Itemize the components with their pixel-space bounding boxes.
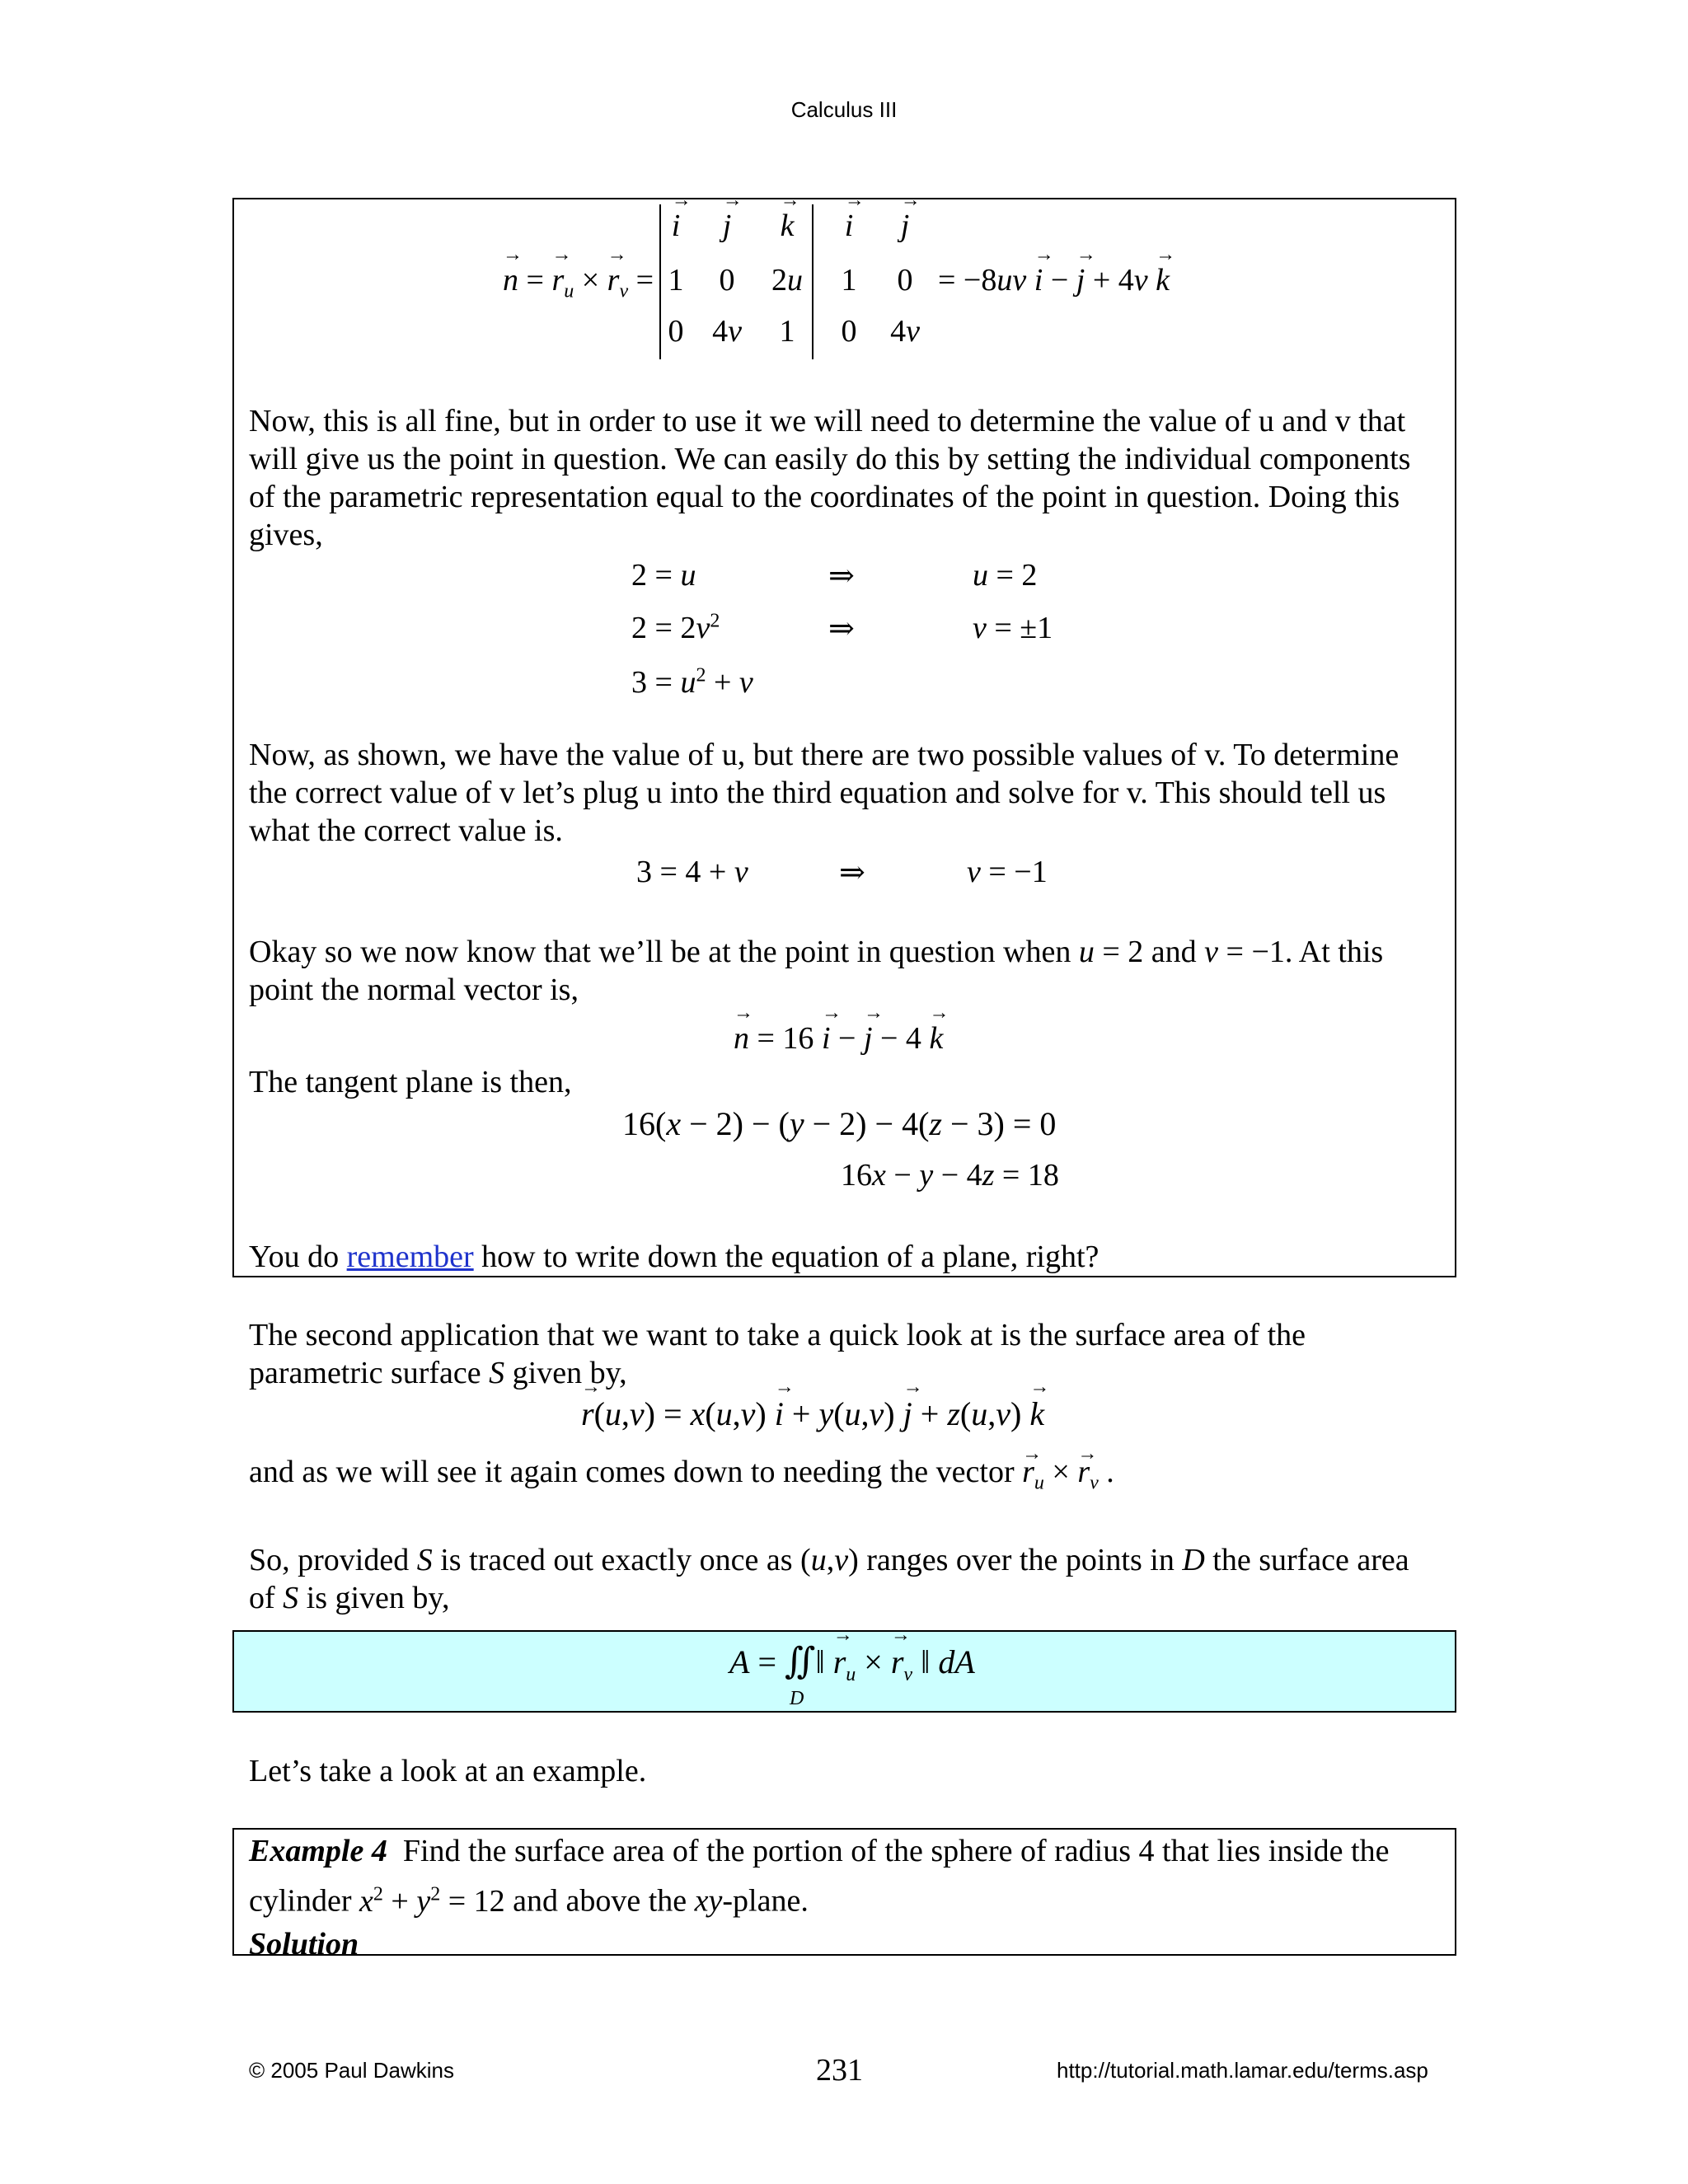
inline-u-value: u = 2 <box>1078 935 1144 969</box>
inline-cross-product: → $r_u$ × → $r_v$ . <box>1022 1455 1114 1489</box>
paragraph-surface-area-intro: The second application that we want to take a quick look at is the surface area of the parametric surface S given by, <box>249 1318 1306 1390</box>
solution-label: Solution <box>249 1926 359 1961</box>
inline-v-value: v = −1 <box>1204 935 1285 969</box>
eq-third-arrow: ⇒ <box>839 855 865 890</box>
example-4-statement: Example 4 Find the surface area of the portion of the sphere of radius 4 that lies inside the cylinder $x^2 + y^2 = 12$ and above the xy-plane. Solution <box>249 1834 1390 1961</box>
surface-equation: → r(u,v) = x(u,v) → i + y(u,v) → j + z(u,v) → k <box>581 1394 1044 1433</box>
determinant-bar-right <box>812 204 814 359</box>
paragraph-point-known: Okay so we now know that we’ll be at the point in question when u = 2 and v = −1. At this point the normal vector is, <box>249 935 1384 1007</box>
det-cell-3-4: 0 <box>841 314 857 349</box>
eq-row-1-arrow: ⇒ <box>828 559 855 593</box>
inline-uv: (u,v) <box>800 1543 859 1577</box>
running-header: Calculus III <box>790 97 898 122</box>
det-cell-2-4: 1 <box>841 263 857 298</box>
paragraph-provided-s: So, provided S is traced out exactly once as (u,v) ranges over the points in D the surface area of S is given by, <box>249 1543 1409 1615</box>
example-label: Example 4 <box>249 1834 387 1868</box>
paragraph-lets-look: Let’s take a look at an example. <box>249 1754 647 1788</box>
paragraph-determine-uv: Now, this is all fine, but in order to use it we will need to determine the value of u and v that will give us the point in question. We can easily do this by setting the individual components of the parametric representation equal to the coordinates of the point in question. Doing this gives, <box>249 404 1411 552</box>
det-cell-1-3: → k <box>762 208 812 244</box>
det-cell-1-1: → i <box>651 208 701 244</box>
paragraph-needing-vector: and as we will see it again comes down to needing the vector → $r_u$ × → $r_v$ . <box>249 1453 1436 1502</box>
eq-row-1-right: u = 2 <box>973 558 1038 593</box>
det-cell-3-1: 0 <box>668 314 684 349</box>
matrix-rhs: = −8uv → i − → j + 4v → k <box>938 262 1170 298</box>
det-cell-2-5: 0 <box>897 263 913 298</box>
det-cell-2-2: 0 <box>719 263 735 298</box>
eq-third-left: 3 = 4 + v <box>636 855 748 889</box>
plane-equation-2: 16x − y − 4z = 18 <box>841 1158 1059 1193</box>
eq-row-1-left: 2 = u <box>631 558 696 593</box>
eq-row-2-left: $2 = 2v^2$ <box>631 610 720 645</box>
paragraph-tangent-plane: The tangent plane is then, <box>249 1065 572 1099</box>
surface-area-formula: A = ∬‖ → $r_u$ × → $r_v$ ‖ dA <box>729 1640 975 1686</box>
eq-row-2-right: v = ±1 <box>973 611 1053 645</box>
det-cell-3-5: 4v <box>890 314 920 349</box>
paragraph-remember: You do remember how to write down the equation of a plane, right? <box>249 1240 1100 1274</box>
eq-row-3-left: $3 = u^2 + v$ <box>631 664 753 700</box>
det-cell-3-3: 1 <box>779 314 795 349</box>
footer-page-number: 231 <box>816 2053 863 2088</box>
det-cell-1-4: → i <box>824 208 874 244</box>
det-cell-3-2: 4v <box>712 314 742 349</box>
paragraph-two-values: Now, as shown, we have the value of u, but there are two possible values of v. To determine the correct value of v let’s plug u into the third equation and solve for v. This should tell us what the correct value is. <box>249 738 1400 848</box>
integral-region-label: D <box>790 1688 804 1709</box>
eq-third-right: v = −1 <box>967 855 1048 889</box>
normal-vector-equation: → n = 16 → i − → j − 4 → k <box>734 1020 943 1057</box>
remember-link[interactable]: remember <box>346 1240 474 1274</box>
cylinder-equation: $x^2 + y^2 = 12$ <box>359 1883 505 1919</box>
det-cell-1-2: → j <box>702 208 752 244</box>
det-cell-2-1: 1 <box>668 263 684 298</box>
plane-equation-1: 16(x − 2) − (y − 2) − 4(z − 3) = 0 <box>622 1105 1057 1142</box>
eq-row-2-arrow: ⇒ <box>828 612 855 646</box>
det-cell-2-3: 2u <box>771 263 803 298</box>
footer-copyright: © 2005 Paul Dawkins <box>249 2058 454 2083</box>
double-integral-symbol: ∬ <box>785 1641 816 1681</box>
det-cell-1-5: → j <box>880 208 930 244</box>
footer-url: http://tutorial.math.lamar.edu/terms.asp <box>1057 2058 1428 2083</box>
matrix-lhs: → n = → $r_u$ × → $r_v$ = <box>503 262 654 303</box>
